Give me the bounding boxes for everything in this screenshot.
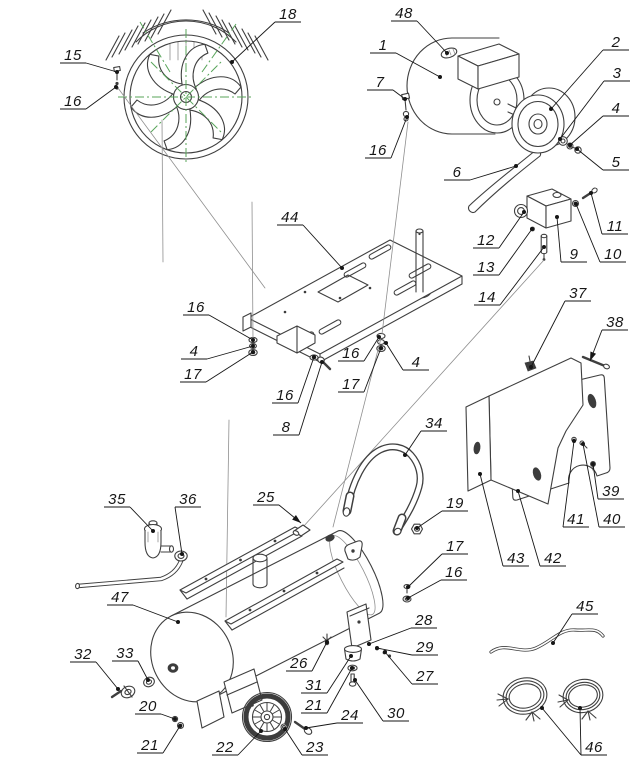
callout-5-10 — [575, 147, 629, 171]
leader-dot — [340, 266, 344, 270]
part-number-17: 17 — [342, 376, 360, 393]
pump-fan-assembly — [106, 10, 268, 165]
leader-dot — [320, 360, 324, 364]
part-number-30: 30 — [387, 705, 405, 722]
handle — [342, 447, 420, 536]
part-number-35: 35 — [108, 491, 126, 508]
callout-47-41 — [107, 589, 180, 624]
part-number-17: 17 — [446, 538, 464, 555]
leader-dot — [230, 60, 234, 64]
leader-dot — [384, 341, 388, 345]
callout-38-28 — [587, 314, 628, 362]
part-number-1: 1 — [378, 37, 388, 54]
part-number-40: 40 — [603, 511, 621, 528]
callout-33-43 — [112, 645, 150, 682]
leader-dot — [325, 640, 329, 644]
leader-dot — [529, 365, 533, 369]
leader-dot — [259, 729, 263, 733]
rubber-foot — [345, 646, 362, 687]
leader-dot — [115, 70, 119, 74]
leader-dot — [406, 585, 410, 589]
motor-assembly — [402, 38, 582, 212]
callout-7-5 — [367, 74, 407, 101]
part-number-46: 46 — [585, 739, 603, 756]
tank-drain-port — [168, 664, 178, 673]
part-number-16: 16 — [187, 299, 205, 316]
callout-36-33 — [175, 491, 201, 556]
part-number-42: 42 — [544, 550, 562, 567]
part-number-16: 16 — [342, 345, 360, 362]
leader-dot — [116, 687, 120, 691]
part-number-37: 37 — [569, 285, 587, 302]
leader-dot — [178, 724, 182, 728]
leader-dot — [438, 75, 442, 79]
cable-coil-right — [558, 676, 606, 720]
part-number-7: 7 — [375, 74, 385, 91]
part-number-13: 13 — [477, 259, 495, 276]
belt-guard — [466, 356, 610, 504]
part-number-16: 16 — [445, 564, 463, 581]
leader-dot — [176, 620, 180, 624]
collar-nut — [142, 676, 156, 689]
part-number-23: 23 — [306, 739, 324, 756]
part-number-19: 19 — [446, 495, 464, 512]
part-number-28: 28 — [415, 612, 433, 629]
part-number-3: 3 — [612, 65, 622, 82]
leader-dot — [516, 489, 520, 493]
callout-21-45 — [137, 724, 182, 754]
part-number-41: 41 — [567, 511, 585, 528]
part-number-33: 33 — [116, 645, 134, 662]
leader-dot — [146, 678, 150, 682]
callout-4-24 — [384, 341, 429, 371]
tank-leg-right — [347, 604, 371, 648]
cable-coil-left — [497, 674, 550, 721]
leader-dot — [575, 147, 579, 151]
leader-dot — [151, 529, 155, 533]
leader-dot — [403, 97, 407, 101]
leader-dot — [383, 650, 387, 654]
switch-cap — [553, 193, 561, 198]
part-number-22: 22 — [216, 739, 234, 756]
leader-dot — [555, 215, 559, 219]
callout-25-30 — [253, 489, 303, 525]
tube-45 — [491, 630, 603, 652]
part-number-26: 26 — [290, 655, 308, 672]
callout-30-55 — [353, 678, 409, 722]
part-number-21: 21 — [141, 737, 159, 754]
leader-dot — [403, 453, 407, 457]
part-number-6: 6 — [452, 164, 462, 181]
leader-dot — [589, 191, 593, 195]
part-number-45: 45 — [576, 598, 594, 615]
leader-dot — [514, 164, 518, 168]
leader-dot — [353, 678, 357, 682]
plate-corner-flange — [243, 313, 251, 331]
callout-16-6 — [365, 115, 409, 159]
callout-46-57 — [540, 706, 607, 756]
part-number-4: 4 — [611, 100, 621, 117]
part-number-11: 11 — [606, 218, 624, 235]
cooling-fins-right — [203, 10, 268, 60]
part-number-38: 38 — [606, 314, 624, 331]
leader-dot — [540, 706, 544, 710]
leader-dot — [312, 355, 316, 359]
part-number-25: 25 — [257, 489, 275, 506]
leader-dot — [180, 552, 184, 556]
leader-dot — [251, 338, 255, 342]
leader-dot — [367, 642, 371, 646]
callout-16-25 — [272, 355, 316, 404]
leader-dot — [574, 202, 578, 206]
part-number-16: 16 — [64, 93, 82, 110]
callout-19-31 — [415, 495, 468, 530]
leader-dot — [406, 596, 410, 600]
callout-32-42 — [70, 646, 120, 691]
part-number-8: 8 — [281, 419, 291, 436]
hoses — [491, 630, 606, 721]
leader-dot — [251, 350, 255, 354]
callout-45-56 — [551, 598, 598, 645]
part-number-16: 16 — [369, 142, 387, 159]
leader-dot — [304, 726, 308, 730]
part-number-24: 24 — [341, 707, 359, 724]
wheel — [243, 693, 292, 742]
callout-16-35 — [406, 564, 467, 600]
leader-dot — [251, 344, 255, 348]
leader-dot — [591, 462, 595, 466]
part-number-15: 15 — [64, 47, 82, 64]
part-number-47: 47 — [111, 589, 129, 606]
part-number-36: 36 — [179, 491, 197, 508]
callout-20-44 — [135, 698, 177, 721]
part-number-27: 27 — [416, 668, 434, 685]
part-number-20: 20 — [139, 698, 157, 715]
leader-dot — [522, 210, 526, 214]
leader-dot — [405, 115, 409, 119]
callout-31-50 — [301, 654, 353, 694]
part-number-4: 4 — [411, 354, 421, 371]
part-number-2: 2 — [611, 34, 621, 51]
callout-16-4 — [60, 85, 118, 110]
outlet-fitting — [292, 525, 335, 543]
part-number-9: 9 — [569, 246, 579, 263]
leader-dot — [114, 85, 118, 89]
part-number-16: 16 — [276, 387, 294, 404]
part-number-17: 17 — [184, 366, 202, 383]
leader-dot — [578, 706, 582, 710]
leader-dot — [349, 654, 353, 658]
callout-11-17 — [589, 191, 628, 235]
part-number-44: 44 — [281, 209, 299, 226]
leader-dot — [581, 442, 585, 446]
callout-15-3 — [60, 47, 119, 74]
leader-dot — [542, 245, 546, 249]
part-number-31: 31 — [305, 677, 323, 694]
part-number-43: 43 — [507, 550, 525, 567]
leader-dot — [350, 666, 354, 670]
elbow-pipe — [75, 551, 187, 589]
part-number-14: 14 — [478, 289, 496, 306]
part-number-39: 39 — [602, 483, 620, 500]
part-number-32: 32 — [74, 646, 92, 663]
leader-dot — [283, 727, 287, 731]
part-number-29: 29 — [416, 639, 434, 656]
part-number-5: 5 — [611, 154, 621, 171]
leader-dot — [375, 646, 379, 650]
pressure-switch-assembly — [515, 187, 599, 261]
callout-37-27 — [529, 285, 591, 369]
part-number-21: 21 — [305, 697, 323, 714]
part-number-12: 12 — [477, 232, 495, 249]
leader-dot — [173, 717, 177, 721]
leader-dot — [478, 472, 482, 476]
part-number-48: 48 — [395, 5, 413, 22]
leader-dot — [379, 346, 383, 350]
callout-4-9 — [568, 100, 629, 147]
part-number-4: 4 — [189, 343, 199, 360]
part-number-10: 10 — [604, 246, 622, 263]
leader-dot — [551, 641, 555, 645]
cooling-fins-left — [106, 10, 171, 60]
part-number-34: 34 — [425, 415, 443, 432]
leader-dot — [558, 137, 562, 141]
leader-dot — [445, 51, 449, 55]
leader-dot — [415, 526, 419, 530]
leader-dot — [377, 335, 381, 339]
leader-dot — [568, 143, 572, 147]
leader-dot — [530, 227, 534, 231]
part-number-18: 18 — [279, 6, 297, 23]
leader-dot — [549, 107, 553, 111]
callout-44-18 — [277, 209, 344, 270]
guard-pin — [583, 357, 610, 370]
leader-dot — [572, 439, 576, 443]
